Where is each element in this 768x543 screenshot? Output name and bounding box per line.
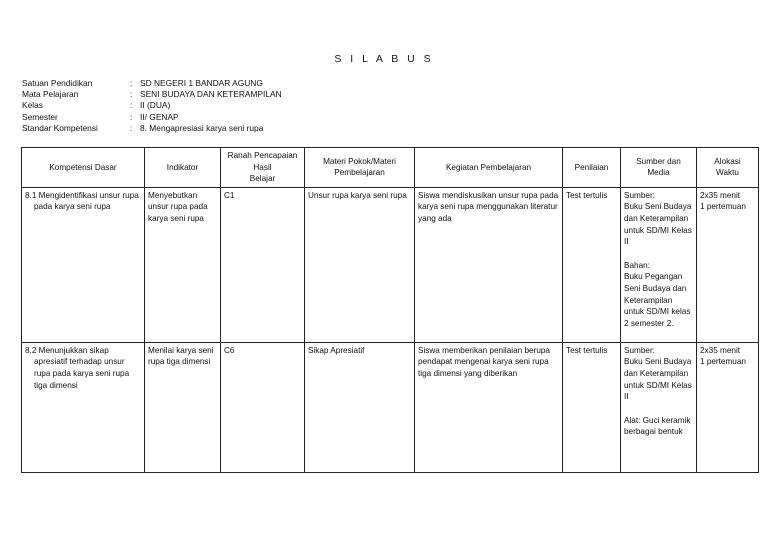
sumber-text: Sumber: Buku Seni Budaya dan Keterampilan untuk SD/MI Kelas II [624, 345, 692, 402]
header-kompetensi-dasar: Kompetensi Dasar [22, 148, 145, 188]
bahan-text: Bahan: Buku Pegangan Seni Budaya dan Keterampilan untuk SD/MI kelas 2 semester 2. [624, 260, 691, 328]
sumber-text: Sumber: Buku Seni Budaya dan Keterampilan untuk SD/MI Kelas II [624, 190, 692, 247]
cell-penilaian: Test tertulis [563, 342, 621, 472]
meta-value: SD NEGERI 1 BANDAR AGUNG [140, 78, 263, 88]
meta-label: Mata Pelajaran [22, 89, 79, 100]
meta-separator: : [130, 122, 133, 133]
meta-separator: : [130, 111, 133, 122]
table-header-row [22, 148, 759, 188]
meta-row-semester [22, 112, 282, 123]
cell-kompetensi-dasar [22, 187, 145, 342]
meta-separator: : [130, 78, 133, 88]
cell-ranah: C6 [221, 342, 305, 472]
cell-penilaian: Test tertulis [563, 187, 621, 342]
cell-materi: Unsur rupa karya seni rupa [305, 187, 415, 342]
meta-separator: : [130, 100, 133, 111]
meta-row-standar-kompetensi [22, 123, 282, 134]
meta-value: 8. Mengapresiasi karya seni rupa [140, 122, 264, 133]
cell-indikator: Menyebutkan unsur rupa pada karya seni rupa [145, 187, 221, 342]
meta-row-kelas [22, 100, 282, 111]
meta-value: II/ GENAP [140, 111, 179, 122]
cell-alokasi: 2x35 menit 1 pertemuan [697, 342, 759, 472]
cell-sumber [621, 187, 697, 342]
table-row [22, 342, 759, 472]
page-title: S I L A B U S [334, 53, 434, 65]
header-ranah-pencapaian: Ranah Pencapaian Hasil Belajar [221, 148, 305, 188]
cell-sumber [621, 342, 697, 472]
cell-kompetensi-dasar [22, 342, 145, 472]
kd-text: 8.2 Menunjukkan sikap apresiatif terhadap unsur rupa pada karya seni rupa tiga dimensi [25, 345, 130, 390]
meta-row-mata-pelajaran [22, 89, 282, 100]
header-indikator: Indikator [145, 148, 221, 188]
header-kegiatan-pembelajaran: Kegiatan Pembelajaran [415, 148, 563, 188]
header-sumber-media: Sumber dan Media [621, 148, 697, 188]
cell-kegiatan: Siswa mendiskusikan unsur rupa pada karya seni rupa menggunakan literatur yang ada [415, 187, 563, 342]
alat-text: Alat: Guci keramik berbagai bentuk [624, 415, 691, 437]
meta-row-satuan-pendidikan [22, 78, 282, 89]
meta-separator: : [130, 89, 133, 100]
header-materi-pokok: Materi Pokok/Materi Pembelajaran [305, 148, 415, 188]
table-row [22, 187, 759, 342]
meta-label: Satuan Pendidikan [22, 78, 93, 88]
meta-label: Standar Kompetensi [22, 122, 98, 133]
cell-kegiatan: Siswa memberikan penilaian berupa pendapat mengenai karya seni rupa tiga dimensi yang diberikan [415, 342, 563, 472]
cell-ranah: C1 [221, 187, 305, 342]
cell-indikator: Menilai karya seni rupa tiga dimensi [145, 342, 221, 472]
meta-label: Semester [22, 111, 58, 122]
meta-value: SENI BUDAYA DAN KETERAMPILAN [140, 89, 282, 100]
header-alokasi-waktu: Alokasi Waktu [697, 148, 759, 188]
kd-text: 8.1 Mengidentifikasi unsur rupa pada karya seni rupa [25, 190, 139, 212]
syllabus-meta [22, 78, 282, 134]
cell-alokasi: 2x35 menit 1 pertemuan [697, 187, 759, 342]
cell-materi: Sikap Apresiatif [305, 342, 415, 472]
meta-label: Kelas [22, 100, 43, 111]
meta-value: II (DUA) [140, 100, 171, 111]
header-penilaian: Penilaian [563, 148, 621, 188]
syllabus-table [21, 147, 759, 473]
